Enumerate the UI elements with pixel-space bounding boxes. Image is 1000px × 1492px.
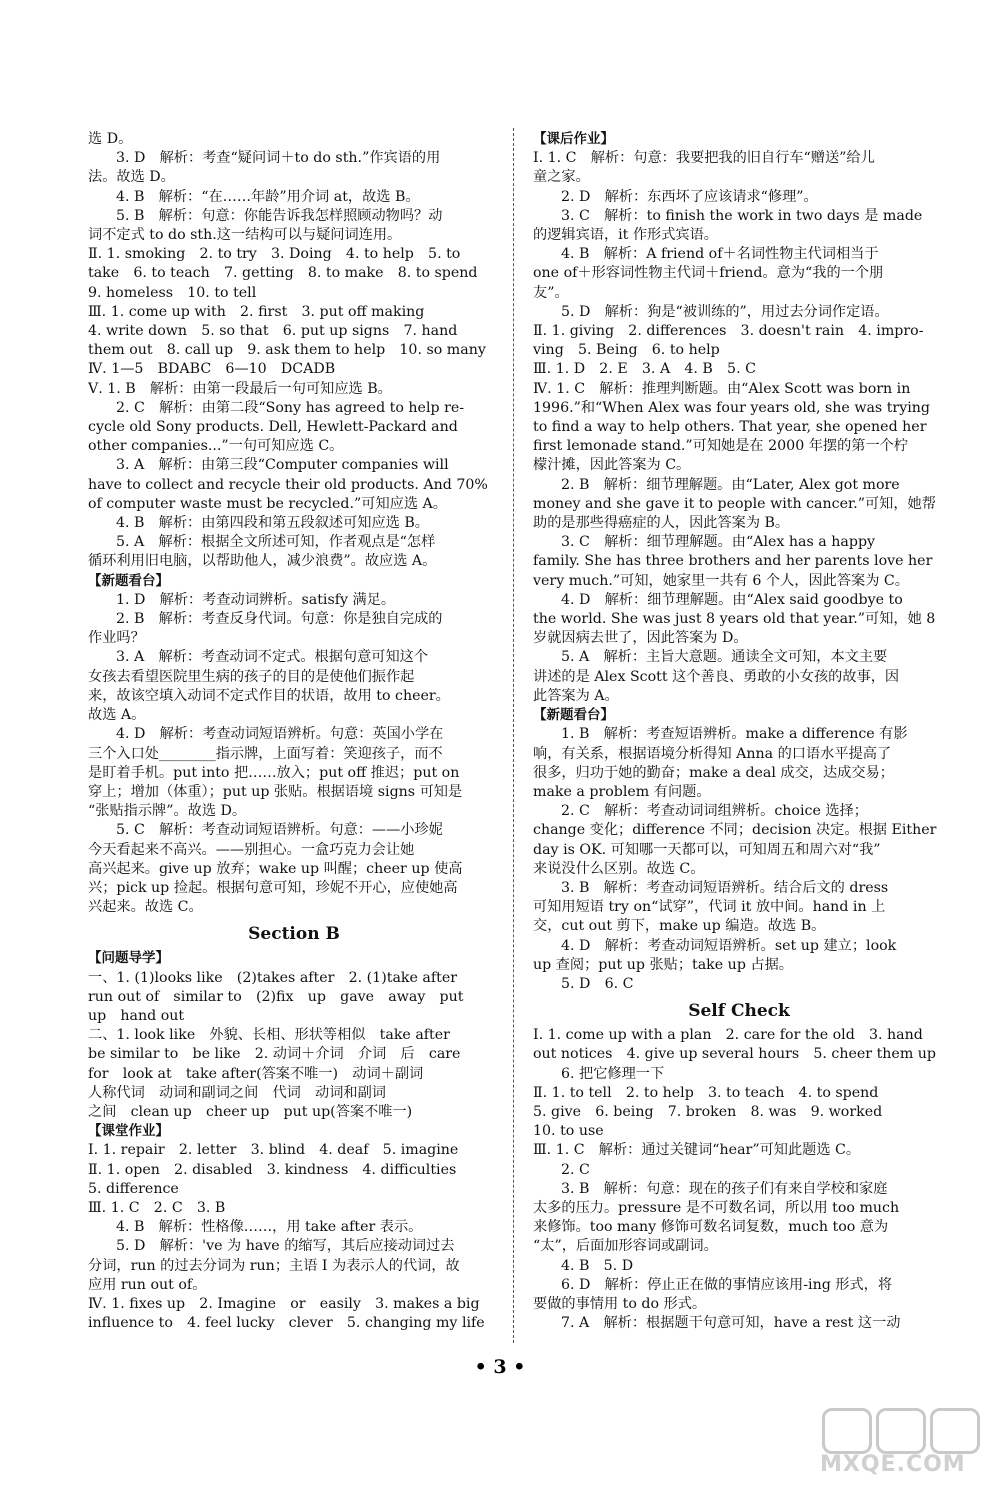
answer-line: 之间 clean up cheer up put up(答案不唯一) <box>88 1103 413 1120</box>
answer-line: 词不定式 to do sth.这一结构可以与疑问词连用。 <box>88 227 402 244</box>
answer-line: 5. D 解析：'ve 为 have 的缩写，其后应接动词过去 <box>116 1238 455 1255</box>
answer-line: Ⅱ. 1. giving 2. differences 3. doesn't rain 4. impro- <box>533 323 924 340</box>
answer-line: 的逻辑宾语，it 作形式宾语。 <box>533 227 718 244</box>
answer-line: 来修饰。too many 修饰可数名词复数，much too 意为 <box>533 1219 889 1236</box>
answer-line: 来说没什么区别。故选 C。 <box>533 860 705 877</box>
watermark-box-2 <box>876 1408 926 1454</box>
answer-line: 5. A 解析：主旨大意题。通读全文可知，本文主要 <box>561 649 888 666</box>
answer-line: 2. C 解析：由第二段“Sony has agreed to help re- <box>116 399 465 416</box>
answer-line: 助的是那些得癌症的人，因此答案为 B。 <box>533 515 790 532</box>
answer-line: Ⅰ. 1. repair 2. letter 3. blind 4. deaf 5. imagine <box>88 1142 459 1159</box>
answer-line: “太”，后面加形容词或副词。 <box>533 1238 718 1255</box>
answer-line: 2. B 解析：细节理解题。由“Later, Alex got more <box>561 476 900 493</box>
answer-line: 5. C 解析：考查动词短语辨析。句意：——小珍妮 <box>116 822 443 839</box>
answer-line: take 6. to teach 7. getting 8. to make 8. to spend <box>88 265 478 282</box>
answer-line: Ⅳ. 1. C 解析：推理判断题。由“Alex Scott was born in <box>533 380 911 397</box>
answer-line: 高兴起来。give up 放弃；wake up 叫醒；cheer up 使高 <box>88 860 463 877</box>
answer-line: 5. give 6. being 7. broken 8. was 9. worked <box>533 1103 883 1120</box>
answer-line: 6. D 解析：停止正在做的事情应该用-ing 形式，将 <box>561 1276 893 1293</box>
answer-line: money and she gave it to people with cancer.”可知，她帮 <box>533 495 936 512</box>
answer-line: Ⅱ. 1. smoking 2. to try 3. Doing 4. to help 5. to <box>88 246 461 263</box>
answer-line: 来，故该空填入动词不定式作目的状语，故用 to cheer。 <box>88 687 450 704</box>
answer-line: 4. B 5. D <box>561 1257 634 1274</box>
section-tag: 【问题导学】 <box>88 950 169 967</box>
answer-line: 选 D。 <box>88 131 133 147</box>
section-heading: Section B <box>248 924 340 945</box>
answer-line: 穿上；增加（体重）；put up 张贴。根据语境 signs 可知是 <box>88 783 463 800</box>
answer-line: 3. A 解析：考查动词不定式。根据句意可知这个 <box>116 649 429 666</box>
answer-line: 循环利用旧电脑，以帮助他人，减少浪费”。故应选 A。 <box>88 553 437 570</box>
answer-line: 5. D 解析：狗是“被训练的”，用过去分词作定语。 <box>561 303 889 320</box>
watermark-logo <box>820 1408 985 1480</box>
answer-line: 三个入口处________指示牌，上面写着：笑迎孩子，而不 <box>88 745 443 762</box>
answer-line: be similar to be like 2. 动词＋介词 介词 后 care <box>88 1046 461 1063</box>
answer-line: 5. B 解析：句意：你能告诉我怎样照顾动物吗？动 <box>116 207 443 224</box>
answer-line: 6. 把它修理一下 <box>561 1065 665 1082</box>
answer-line: 4. B 解析：A friend of＋名词性物主代词相当于 <box>561 246 879 263</box>
answer-line: 应用 run out of。 <box>88 1276 207 1293</box>
answer-line: 作业吗？ <box>88 630 145 647</box>
left-column <box>88 130 500 1333</box>
watermark-url: MXQE.COM <box>820 1452 966 1477</box>
answer-line: “张贴指示牌”。故选 D。 <box>88 803 247 820</box>
answer-line: family. She has three brothers and her parents love her <box>533 553 933 570</box>
answer-line: cycle old Sony products. Dell, Hewlett-Packard and <box>88 419 458 436</box>
answer-line: 1. B 解析：考查短语辨析。make a difference 有影 <box>561 726 908 743</box>
answer-line: Ⅳ. 1. fixes up 2. Imagine or easily 3. makes a big <box>88 1295 480 1312</box>
answer-line: 女孩去看望医院里生病的孩子的目的是使他们振作起 <box>88 668 415 685</box>
answer-line: 10. to use <box>533 1123 604 1140</box>
answer-line: up hand out <box>88 1007 185 1024</box>
answer-line: 1996.”和“When Alex was four years old, she was trying <box>533 399 930 416</box>
answer-line: 2. C <box>561 1161 590 1178</box>
section-heading: Self Check <box>688 1001 790 1022</box>
answer-line: of computer waste must be recycled.”可知应选 A。 <box>88 495 447 512</box>
answer-line: 4. write down 5. so that 6. put up signs 7. hand <box>88 323 458 340</box>
answer-line: 3. B 解析：考查动词短语辨析。结合后文的 dress <box>561 879 889 896</box>
answer-line: Ⅰ. 1. C 解析：句意：我要把我的旧自行车“赠送”给儿 <box>533 150 875 167</box>
answer-line: 4. D 解析：细节理解题。由“Alex said goodbye to <box>561 591 903 608</box>
answer-line: 响，有关系，根据语境分析得知 Anna 的口语水平提高了 <box>533 745 892 762</box>
answer-line: 5. difference <box>88 1180 179 1197</box>
answer-line: 3. D 解析：考查“疑问词＋to do sth.”作宾语的用 <box>116 150 441 167</box>
answer-line: 可知用短语 try on“试穿”，代词 it 放中间。hand in 上 <box>533 899 886 916</box>
answer-line: the world. She was just 8 years old that year.”可知，她 8 <box>533 611 936 628</box>
answer-line: first lemonade stand.”可知她是在 2000 年摆的第一个柠 <box>533 438 909 455</box>
answer-line: 3. B 解析：句意：现在的孩子们有来自学校和家庭 <box>561 1180 888 1197</box>
answer-line: 太多的压力。pressure 是不可数名词，所以用 too much <box>533 1199 900 1216</box>
answer-line: have to collect and recycle their old products. And 70% <box>88 476 488 493</box>
answer-line: 友”。 <box>533 284 569 301</box>
answer-line: Ⅰ. 1. come up with a plan 2. care for the old 3. hand <box>533 1027 923 1044</box>
answer-line: 3. C 解析：细节理解题。由“Alex has a happy <box>561 534 876 551</box>
answer-line: 2. C 解析：考查动词词组辨析。choice 选择； <box>561 803 868 820</box>
answer-line: them out 8. call up 9. ask them to help 10. so many <box>88 342 486 359</box>
answer-line: up 查阅；put up 张贴；take up 占据。 <box>533 956 793 973</box>
answer-line: 法。故选 D。 <box>88 169 175 186</box>
answer-line: 3. C 解析：to finish the work in two days 是 made <box>561 207 923 224</box>
answer-line: Ⅱ. 1. to tell 2. to help 3. to teach 4. to spend <box>533 1084 879 1101</box>
answer-line: for look at take after(答案不唯一) 动词＋副词 <box>88 1065 424 1082</box>
answer-line: 很多，归功于她的勤奋；make a deal 成交，达成交易； <box>533 764 894 781</box>
section-tag: 【课后作业】 <box>533 131 614 147</box>
answer-line: 今天看起来不高兴。——别担心。一盒巧克力会让她 <box>88 841 415 858</box>
answer-line: 一、1. (1)looks like (2)takes after 2. (1)take after <box>88 969 457 986</box>
answer-line: 4. B 解析：“在……年龄”用介词 at，故选 B。 <box>116 188 420 205</box>
answer-line: 故选 A。 <box>88 707 146 724</box>
answer-line: 兴起来。故选 C。 <box>88 899 203 916</box>
answer-line: ving 5. Being 6. to help <box>533 342 720 359</box>
section-tag: 【新题看台】 <box>88 572 169 589</box>
answer-line: 此答案为 A。 <box>533 687 619 704</box>
answer-line: make a problem 有问题。 <box>533 783 711 800</box>
watermark-box-3 <box>930 1408 980 1454</box>
answer-line: 人称代词 动词和副词之间 代词 动词和副词 <box>88 1084 386 1101</box>
answer-line: 是盯着手机。put into 把……放入；put off 推迟；put on <box>88 764 460 781</box>
answer-line: 4. B 解析：性格像……，用 take after 表示。 <box>116 1219 423 1236</box>
answer-line: 5. D 6. C <box>561 975 634 992</box>
answer-line: to find a way to help others. That year, she opened her <box>533 419 927 436</box>
page-number: • 3 • <box>474 1356 526 1378</box>
answer-line: Ⅲ. 1. come up with 2. first 3. put off making <box>88 303 425 320</box>
answer-line: run out of similar to (2)fix up gave away put <box>88 988 464 1005</box>
answer-line: 讲述的是 Alex Scott 这个善良、勇敢的小女孩的故事，因 <box>533 668 900 685</box>
answer-line: 3. A 解析：由第三段“Computer companies will <box>116 457 449 474</box>
answer-line: out notices 4. give up several hours 5. cheer them up <box>533 1046 937 1063</box>
answer-line: influence to 4. feel lucky clever 5. changing my life <box>88 1315 485 1332</box>
answer-line: 二、1. look like 外貌、长相、形状等相似 take after <box>88 1027 450 1044</box>
answer-line: one of＋形容词性物主代词＋friend。意为“我的一个朋 <box>533 265 884 282</box>
answer-line: Ⅲ. 1. C 2. C 3. B <box>88 1199 226 1216</box>
answer-line: 4. D 解析：考查动词短语辨析。set up 建立；look <box>561 937 897 954</box>
answer-line: 檬汁摊，因此答案为 C。 <box>533 457 691 474</box>
answer-line: 童之家。 <box>533 169 590 186</box>
answer-line: 分词，run 的过去分词为 run；主语 I 为表示人的代词，故 <box>88 1257 460 1274</box>
section-tag: 【课堂作业】 <box>88 1123 169 1140</box>
answer-line: 7. A 解析：根据题干句意可知，have a rest 这一动 <box>561 1315 901 1332</box>
answer-line: 2. D 解析：东西坏了应该请求“修理”。 <box>561 188 818 205</box>
answer-line: 9. homeless 10. to tell <box>88 284 257 301</box>
answer-line: change 变化；difference 不同；decision 决定。根据 Either <box>533 822 937 839</box>
watermark-box-1 <box>822 1408 872 1454</box>
section-tag: 【新题看台】 <box>533 707 614 724</box>
answer-line: Ⅴ. 1. B 解析：由第一段最后一句可知应选 B。 <box>88 380 392 397</box>
answer-line: very much.”可知，她家里一共有 6 个人，因此答案为 C。 <box>533 572 909 589</box>
right-column <box>533 130 945 1333</box>
answer-line: Ⅱ. 1. open 2. disabled 3. kindness 4. difficulties <box>88 1161 457 1178</box>
answer-line: 2. B 解析：考查反身代词。句意：你是独自完成的 <box>116 611 443 628</box>
answer-line: Ⅳ. 1—5 BDABC 6—10 DCADB <box>88 361 336 378</box>
answer-line: 1. D 解析：考查动词辨析。satisfy 满足。 <box>116 591 396 608</box>
answer-line: 岁就因病去世了，因此答案为 D。 <box>533 630 748 647</box>
answer-line: 4. B 解析：由第四段和第五段叙述可知应选 B。 <box>116 515 429 532</box>
answer-line: 兴；pick up 捡起。根据句意可知，珍妮不开心，应使她高 <box>88 879 458 896</box>
answer-line: day is OK. 可知哪一天都可以，可知周五和周六对“我” <box>533 841 881 858</box>
column-divider <box>513 128 514 1343</box>
answer-line: 4. D 解析：考查动词短语辨析。句意：英国小学在 <box>116 726 444 743</box>
answer-line: Ⅲ. 1. D 2. E 3. A 4. B 5. C <box>533 361 756 378</box>
answer-line: other companies...”一句可知应选 C。 <box>88 438 344 455</box>
answer-line: 5. A 解析：根据全文所述可知，作者观点是“怎样 <box>116 534 436 551</box>
answer-line: 交，cut out 剪下，make up 编造。故选 B。 <box>533 918 826 935</box>
answer-line: Ⅲ. 1. C 解析：通过关键词“hear”可知此题选 C。 <box>533 1142 861 1159</box>
answer-line: 要做的事情用 to do 形式。 <box>533 1295 707 1312</box>
